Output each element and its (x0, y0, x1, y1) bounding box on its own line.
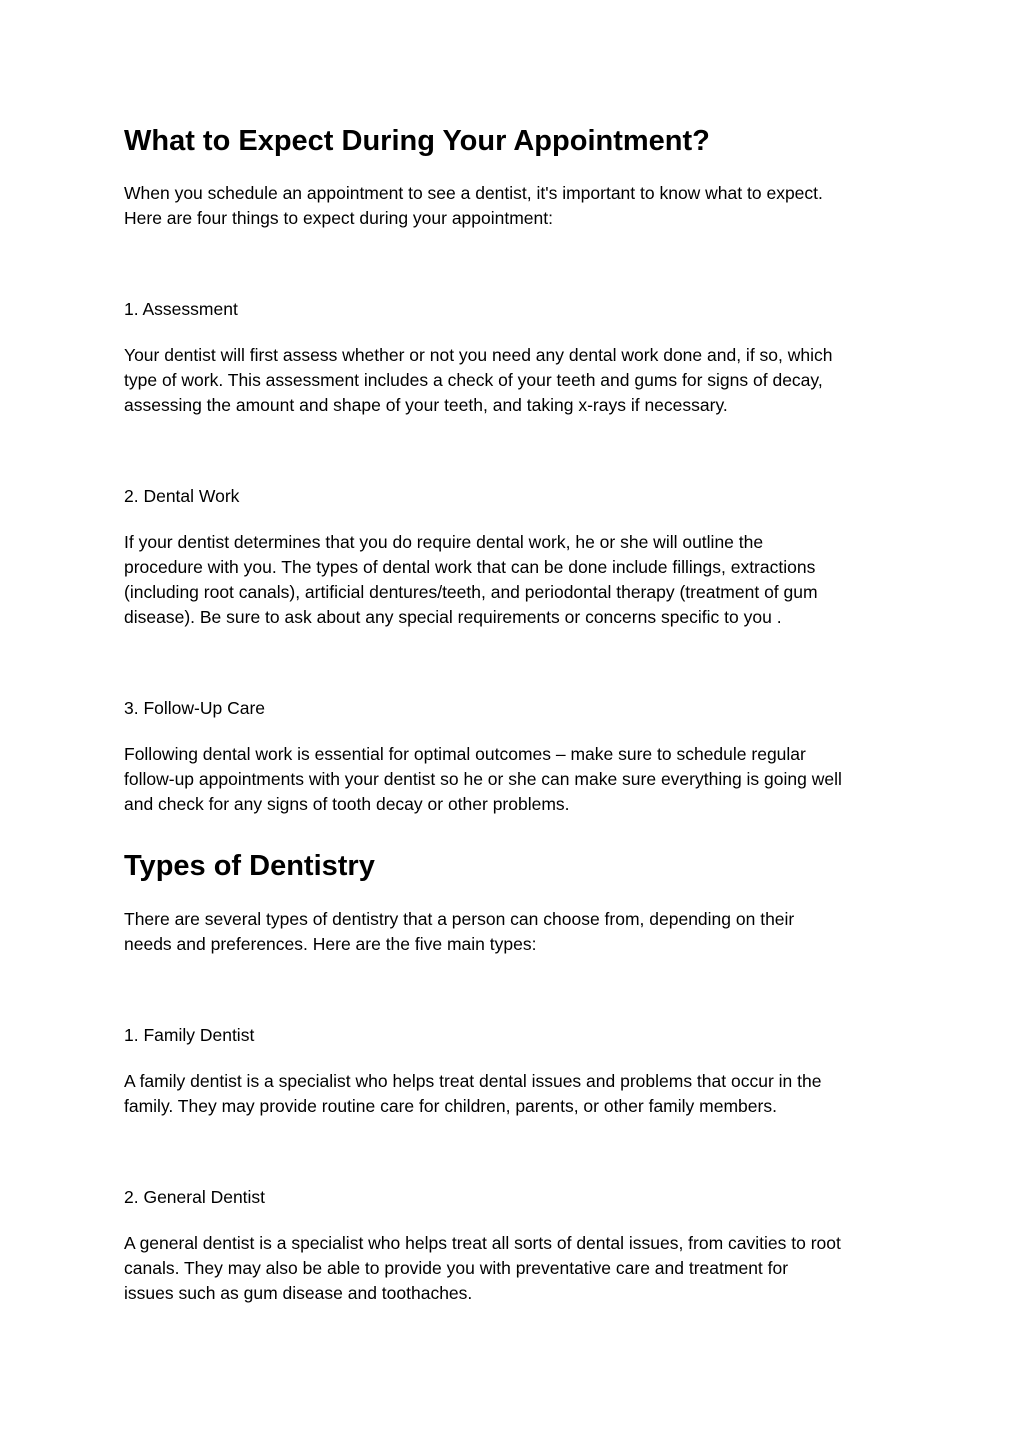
body-line: A general dentist is a specialist who helps treat all sorts of dental issues, from cavities to root (124, 1233, 841, 1253)
item-title-assessment: 1. Assessment (124, 299, 238, 319)
item-body-follow-up (124, 742, 914, 817)
item-title-general-dentist: 2. General Dentist (124, 1187, 266, 1207)
body-line: (including root canals), artificial dentures/teeth, and periodontal therapy (treatment of gum (124, 582, 818, 602)
body-line: and check for any signs of tooth decay or other problems. (124, 794, 570, 814)
intro-line: When you schedule an appointment to see a dentist, it's important to know what to expect. (124, 183, 823, 203)
item-title-family-dentist: 1. Family Dentist (124, 1025, 255, 1045)
body-line: disease). Be sure to ask about any special requirements or concerns specific to you . (124, 607, 782, 627)
body-line: procedure with you. The types of dental work that can be done include fillings, extractions (124, 557, 816, 577)
item-title-follow-up: 3. Follow-Up Care (124, 698, 266, 718)
body-line: family. They may provide routine care for children, parents, or other family members. (124, 1096, 777, 1116)
body-line: canals. They may also be able to provide you with preventative care and treatment for (124, 1258, 789, 1278)
section-heading-types: Types of Dentistry (124, 850, 375, 882)
body-line: Your dentist will first assess whether or not you need any dental work done and, if so, which (124, 345, 833, 365)
body-line: Following dental work is essential for optimal outcomes – make sure to schedule regular (124, 744, 806, 764)
body-line: assessing the amount and shape of your teeth, and taking x-rays if necessary. (124, 395, 728, 415)
body-line: issues such as gum disease and toothaches. (124, 1283, 473, 1303)
item-title-dental-work: 2. Dental Work (124, 486, 240, 506)
intro-line: Here are four things to expect during your appointment: (124, 208, 553, 228)
section-heading-appointment: What to Expect During Your Appointment? (124, 125, 710, 157)
body-line: type of work. This assessment includes a check of your teeth and gums for signs of decay, (124, 370, 823, 390)
item-body-assessment (124, 343, 914, 418)
intro-line: There are several types of dentistry that a person can choose from, depending on their (124, 909, 795, 929)
item-body-dental-work (124, 530, 914, 630)
types-intro (124, 907, 914, 957)
body-line: A family dentist is a specialist who helps treat dental issues and problems that occur in the (124, 1071, 822, 1091)
body-line: follow-up appointments with your dentist so he or she can make sure everything is going well (124, 769, 842, 789)
body-line: If your dentist determines that you do require dental work, he or she will outline the (124, 532, 764, 552)
item-body-general-dentist (124, 1231, 914, 1306)
intro-line: needs and preferences. Here are the five main types: (124, 934, 537, 954)
appointment-intro (124, 181, 914, 231)
item-body-family-dentist (124, 1069, 914, 1119)
